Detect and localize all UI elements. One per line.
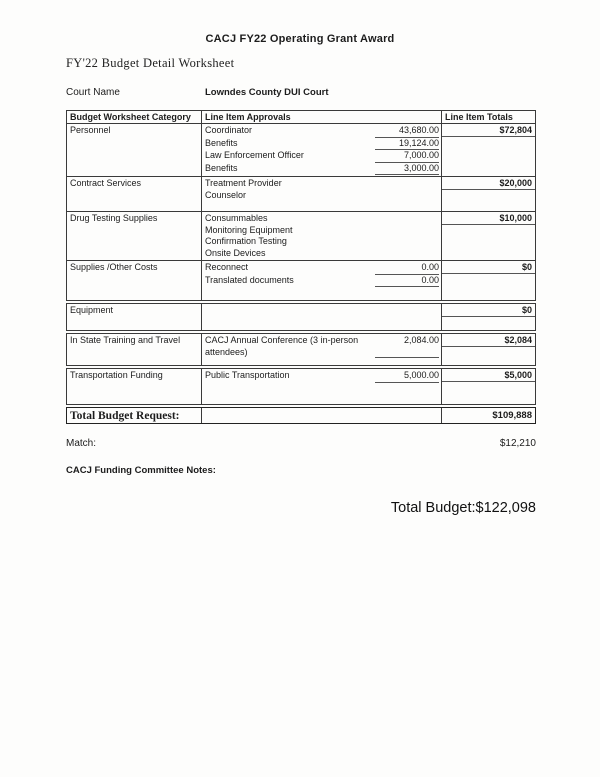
line-item (202, 213, 441, 225)
budget-table-body (66, 123, 536, 405)
total-budget-request-label: Total Budget Request: (67, 408, 202, 423)
line-item (202, 248, 441, 260)
line-item-amount: 5,000.00 (375, 370, 439, 383)
totals-cell (442, 304, 535, 330)
line-item-amount (375, 236, 439, 248)
row-total: $0 (442, 261, 535, 274)
line-item-label: Treatment Provider (205, 178, 282, 188)
line-item-amount: 3,000.00 (375, 163, 439, 176)
items-cell (202, 369, 442, 404)
total-budget-request-value: $109,888 (492, 410, 532, 421)
line-item-label: Reconnect (205, 262, 249, 272)
line-item-amount (375, 248, 439, 260)
row-total: $5,000 (442, 369, 535, 382)
category-cell: Transportation Funding (67, 369, 202, 404)
line-item-amount: 2,084.00 (375, 335, 439, 358)
court-name-label: Court Name (66, 87, 120, 98)
line-item-label: Public Transportation (205, 370, 290, 380)
line-item (202, 125, 441, 138)
items-cell (202, 261, 442, 300)
table-row (66, 176, 536, 212)
row-total: $2,084 (442, 334, 535, 347)
row-total: $72,804 (442, 124, 535, 137)
line-item-amount: 0.00 (375, 262, 439, 275)
line-item (202, 335, 441, 358)
match-value: $12,210 (499, 438, 536, 449)
line-item (202, 236, 441, 248)
items-cell (202, 334, 442, 365)
items-cell (202, 304, 442, 330)
table-row (66, 123, 536, 177)
table-row (66, 211, 536, 261)
totals-cell (442, 369, 535, 404)
line-item (202, 150, 441, 163)
line-item (202, 178, 441, 190)
funding-committee-notes-label: CACJ Funding Committee Notes: (66, 465, 216, 476)
category-cell: Supplies /Other Costs (67, 261, 202, 300)
totals-cell (442, 177, 535, 211)
line-item-label: Benefits (205, 162, 238, 173)
row-total: $10,000 (442, 212, 535, 225)
line-item-label: Benefits (205, 137, 238, 148)
line-item-amount (375, 225, 439, 237)
line-item-label: Law Enforcement Officer (205, 150, 304, 160)
header-category: Budget Worksheet Category (67, 111, 202, 123)
table-row (66, 303, 536, 331)
category-cell: In State Training and Travel (67, 334, 202, 365)
worksheet-title: FY'22 Budget Detail Worksheet (66, 56, 235, 70)
line-item (202, 138, 441, 151)
line-item-label: Onsite Devices (205, 247, 266, 258)
category-cell: Personnel (67, 124, 202, 176)
table-row (66, 368, 536, 405)
row-total: $20,000 (442, 177, 535, 190)
budget-table (66, 110, 536, 424)
line-item-label: Coordinator (205, 125, 253, 135)
line-item-label: Translated documents (205, 274, 294, 285)
table-header-row (66, 110, 536, 124)
header-line-item-approvals: Line Item Approvals (202, 111, 442, 123)
match-row (66, 438, 536, 449)
line-item (202, 190, 441, 202)
line-item (202, 370, 441, 383)
line-item-label: Confirmation Testing (205, 236, 287, 246)
line-item (202, 262, 441, 275)
items-cell (202, 212, 442, 260)
line-item-label: Counselor (205, 189, 247, 200)
total-budget-value: Total Budget:$122,098 (390, 500, 536, 516)
line-item-amount: 43,680.00 (375, 125, 439, 138)
totals-cell (442, 124, 535, 176)
items-cell (202, 124, 442, 176)
totals-cell (442, 212, 535, 260)
line-item-amount: 19,124.00 (375, 138, 439, 151)
court-name-row (66, 87, 536, 98)
category-cell: Contract Services (67, 177, 202, 211)
line-item-amount: 7,000.00 (375, 150, 439, 163)
line-item-amount (375, 178, 439, 190)
items-cell (202, 177, 442, 211)
line-item-label: Monitoring Equipment (205, 224, 293, 235)
header-line-item-totals: Line Item Totals (445, 112, 513, 122)
line-item-label: Consummables (205, 213, 268, 223)
line-item-label: CACJ Annual Conference (3 in-person attendees) (205, 335, 359, 357)
court-name-value: Lowndes County DUI Court (205, 87, 329, 98)
line-item-amount (375, 190, 439, 202)
table-row (66, 333, 536, 366)
totals-cell (442, 334, 535, 365)
table-row (66, 260, 536, 301)
total-budget-request-row (66, 407, 536, 424)
category-cell: Drug Testing Supplies (67, 212, 202, 260)
totals-cell (442, 261, 535, 300)
line-item-amount (375, 213, 439, 225)
line-item-amount: 0.00 (375, 275, 439, 288)
line-item (202, 225, 441, 237)
match-label: Match: (66, 438, 97, 449)
line-item (202, 275, 441, 288)
row-total: $0 (442, 304, 535, 317)
line-item (202, 163, 441, 176)
document-title: CACJ FY22 Operating Grant Award (205, 33, 395, 45)
total-row-spacer (202, 408, 442, 423)
category-cell: Equipment (67, 304, 202, 330)
